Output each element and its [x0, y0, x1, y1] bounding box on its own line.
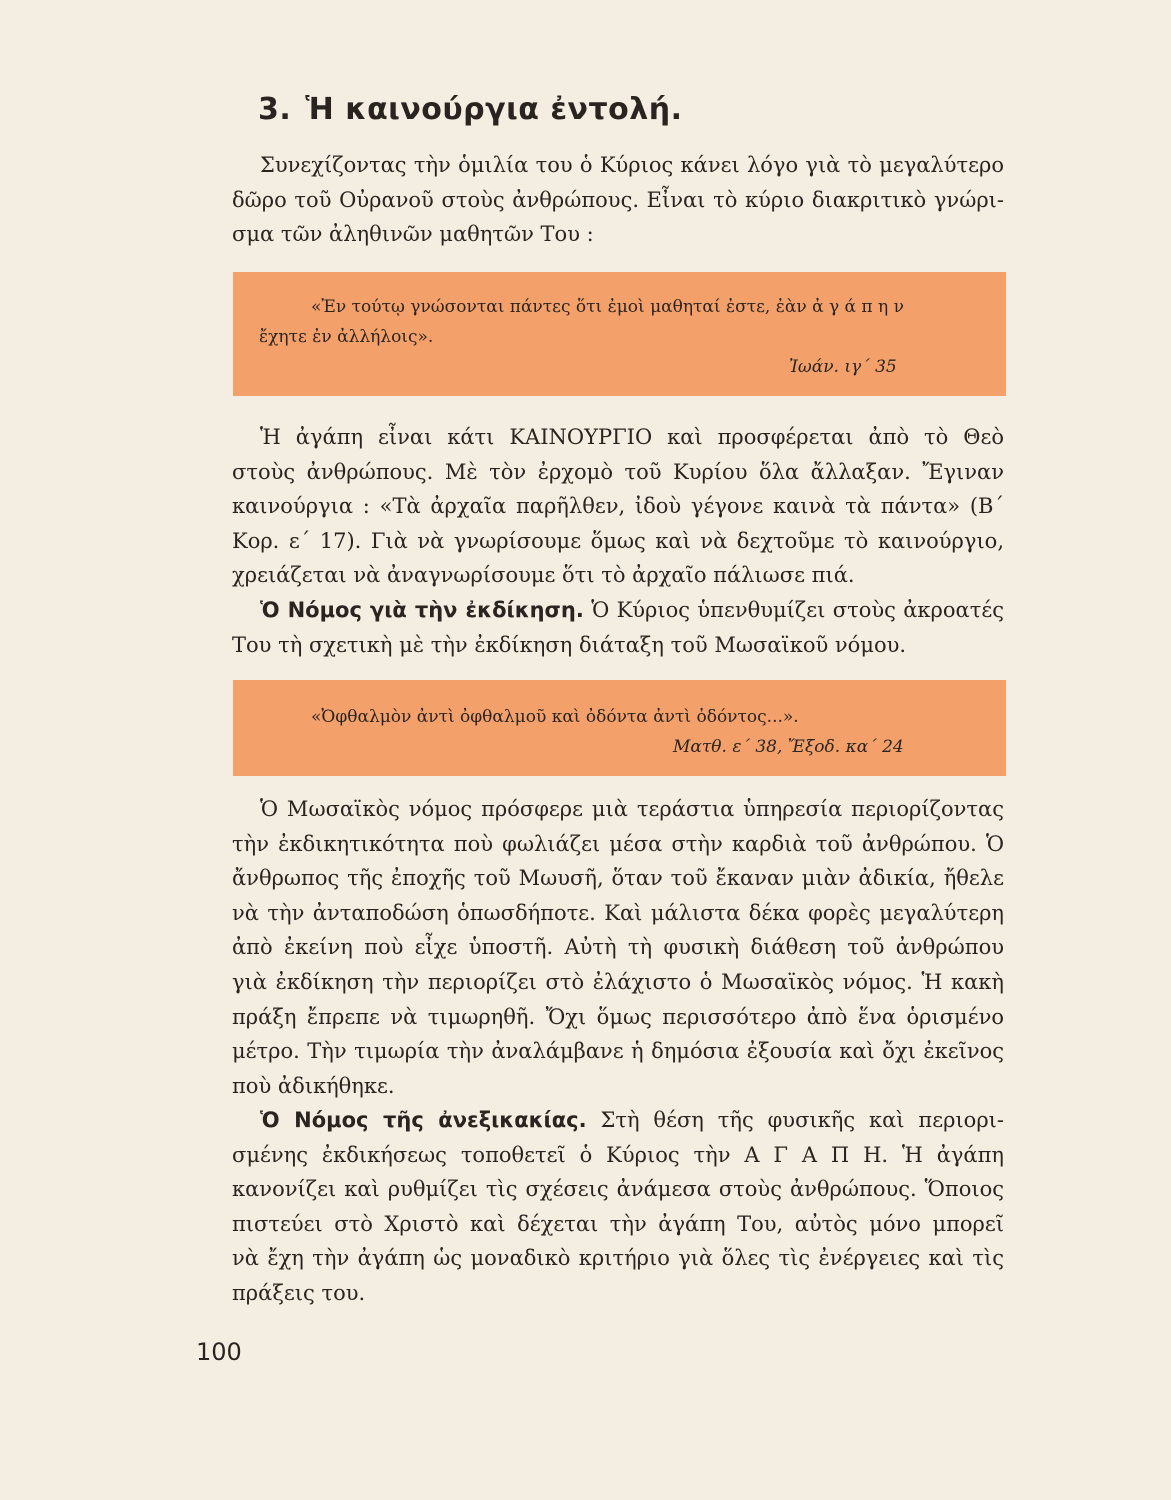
quote-line: «Ὀφθαλμὸν ἀντὶ ὀφθαλμοῦ καὶ ὀδόντα ἀντὶ ὀδόντος...». — [311, 707, 799, 727]
text-line — [232, 593, 1004, 628]
text-line: μέτρο. Τὴν τιμωρία τὴν ἀναλάμβανε ἡ δημόσια ἐξουσία καὶ ὄχι ἐκεῖνος — [232, 1039, 1004, 1064]
text-line: Ὁ Μωσαϊκὸς νόμος πρόσφερε μιὰ τεράστια ὑπηρεσία περιορίζοντας — [260, 797, 1004, 821]
text-line: Του τὴ σχετικὴ μὲ τὴν ἐκδίκηση διάταξη τοῦ Μωσαϊκοῦ νόμου. — [232, 632, 907, 657]
quote-box-matthew — [233, 680, 1006, 776]
text-line: καινούργια : «Τὰ ἀρχαῖα παρῆλθεν, ἰδοὺ γέγονε καινὰ τὰ πάντα» (Β΄ — [232, 494, 1004, 519]
quote-box-john — [233, 272, 1006, 396]
text-fragment: Ὁ Κύριος ὑπενθυμίζει στοὺς ἀκροατές — [591, 597, 1004, 622]
text-line: Κορ. ε΄ 17). Γιὰ νὰ γνωρίσουμε ὅμως καὶ νὰ δεχτοῦμε τὸ καινούργιο, — [232, 528, 1004, 553]
quote-line: ἔχητε ἐν ἀλλήλοις». — [259, 327, 434, 347]
page-number: 100 — [196, 1338, 242, 1366]
section-heading — [258, 92, 682, 127]
text-line — [232, 1103, 1004, 1138]
text-line: πιστεύει στὸ Χριστὸ καὶ δέχεται τὴν ἀγάπη Του, αὐτὸς μόνο μπορεῖ — [232, 1211, 1004, 1236]
text-line: νὰ τὴν ἀνταποδώση ὁπωσδήποτε. Καὶ μάλιστα δέκα φορὲς μεγαλύτερη — [232, 900, 1004, 925]
text-line: ἀπὸ ἐκείνη ποὺ εἶχε ὑποστῆ. Αὐτὴ τὴ φυσικὴ διάθεση τοῦ ἀνθρώπου — [232, 935, 1004, 960]
quote-reference: Ἰωάν. ιγ΄ 35 — [789, 357, 897, 377]
law-of-forbearance-term: Ὁ Νόμος τῆς ἀνεξικακίας. — [260, 1108, 587, 1132]
law-of-revenge-term: Ὁ Νόμος γιὰ τὴν ἐκδίκηση. — [260, 597, 584, 622]
text-line: νὰ ἔχη τὴν ἀγάπη ὡς μοναδικὸ κριτήριο γιὰ ὅλες τὶς ἐνέργειες καὶ τὶς — [232, 1246, 1004, 1271]
text-line: ἄνθρωπος τῆς ἐποχῆς τοῦ Μωυσῆ, ὅταν τοῦ ἔκαναν μιὰν ἀδικία, ἤθελε — [232, 866, 1004, 891]
text-line: στοὺς ἀνθρώπους. Μὲ τὸν ἐρχομὸ τοῦ Κυρίου ὅλα ἄλλαξαν. Ἔγιναν — [232, 459, 1004, 484]
section-title: Ἡ καινούργια ἐντολή. — [305, 92, 683, 127]
text-line: δῶρο τοῦ Οὐρανοῦ στοὺς ἀνθρώπους. Εἶναι τὸ κύριο διακριτικὸ γνώρι- — [232, 187, 1004, 212]
text-line: Ἡ ἀγάπη εἶναι κάτι ΚΑΙΝΟΥΡΓΙΟ καὶ προσφέρεται ἀπὸ τὸ Θεὸ — [260, 425, 1004, 449]
text-line: πράξη ἔπρεπε νὰ τιμωρηθῆ. Ὄχι ὅμως περισσότερο ἀπὸ ἕνα ὁρισμένο — [232, 1004, 1004, 1029]
text-line: κανονίζει καὶ ρυθμίζει τὶς σχέσεις ἀνάμεσα στοὺς ἀνθρώπους. Ὅποιος — [232, 1177, 1004, 1202]
text-line: Συνεχίζοντας τὴν ὁμιλία του ὁ Κύριος κάνει λόγο γιὰ τὸ μεγαλύτερο — [260, 153, 1004, 177]
text-line: σμένης ἐκδικήσεως τοποθετεῖ ὁ Κύριος τὴν Α Γ Α Π Η. Ἡ ἀγάπη — [232, 1142, 1004, 1167]
paragraph-mosaic-law — [232, 792, 1004, 1103]
paragraph-forbearance — [232, 1103, 1004, 1311]
quote-reference: Ματθ. ε΄ 38, Ἔξοδ. κα΄ 24 — [673, 737, 904, 757]
section-number: 3. — [258, 92, 292, 127]
paragraph-new-love — [232, 420, 1004, 662]
text-line: τὴν ἐκδικητικότητα ποὺ φωλιάζει μέσα στὴν καρδιὰ τοῦ ἀνθρώπου. Ὁ — [232, 831, 1004, 856]
text-fragment: Στὴ θέση τῆς φυσικῆς καὶ περιορι- — [600, 1108, 1004, 1132]
quote-line: «Ἐν τούτῳ γνώσονται πάντες ὅτι ἐμοὶ μαθηταί ἐστε, ἐὰν ἀ γ ά π η ν — [311, 297, 904, 317]
text-line: πράξεις του. — [232, 1280, 366, 1305]
text-line: ποὺ ἀδικήθηκε. — [232, 1073, 395, 1098]
text-line: σμα τῶν ἀληθινῶν μαθητῶν Του : — [232, 222, 594, 247]
text-line: γιὰ ἐκδίκηση τὴν περιορίζει στὸ ἐλάχιστο ὁ Μωσαϊκὸς νόμος. Ἡ κακὴ — [232, 969, 1004, 994]
intro-paragraph — [232, 148, 1004, 252]
text-line: χρειάζεται νὰ ἀναγνωρίσουμε ὅτι τὸ ἀρχαῖο πάλιωσε πιά. — [232, 563, 855, 588]
